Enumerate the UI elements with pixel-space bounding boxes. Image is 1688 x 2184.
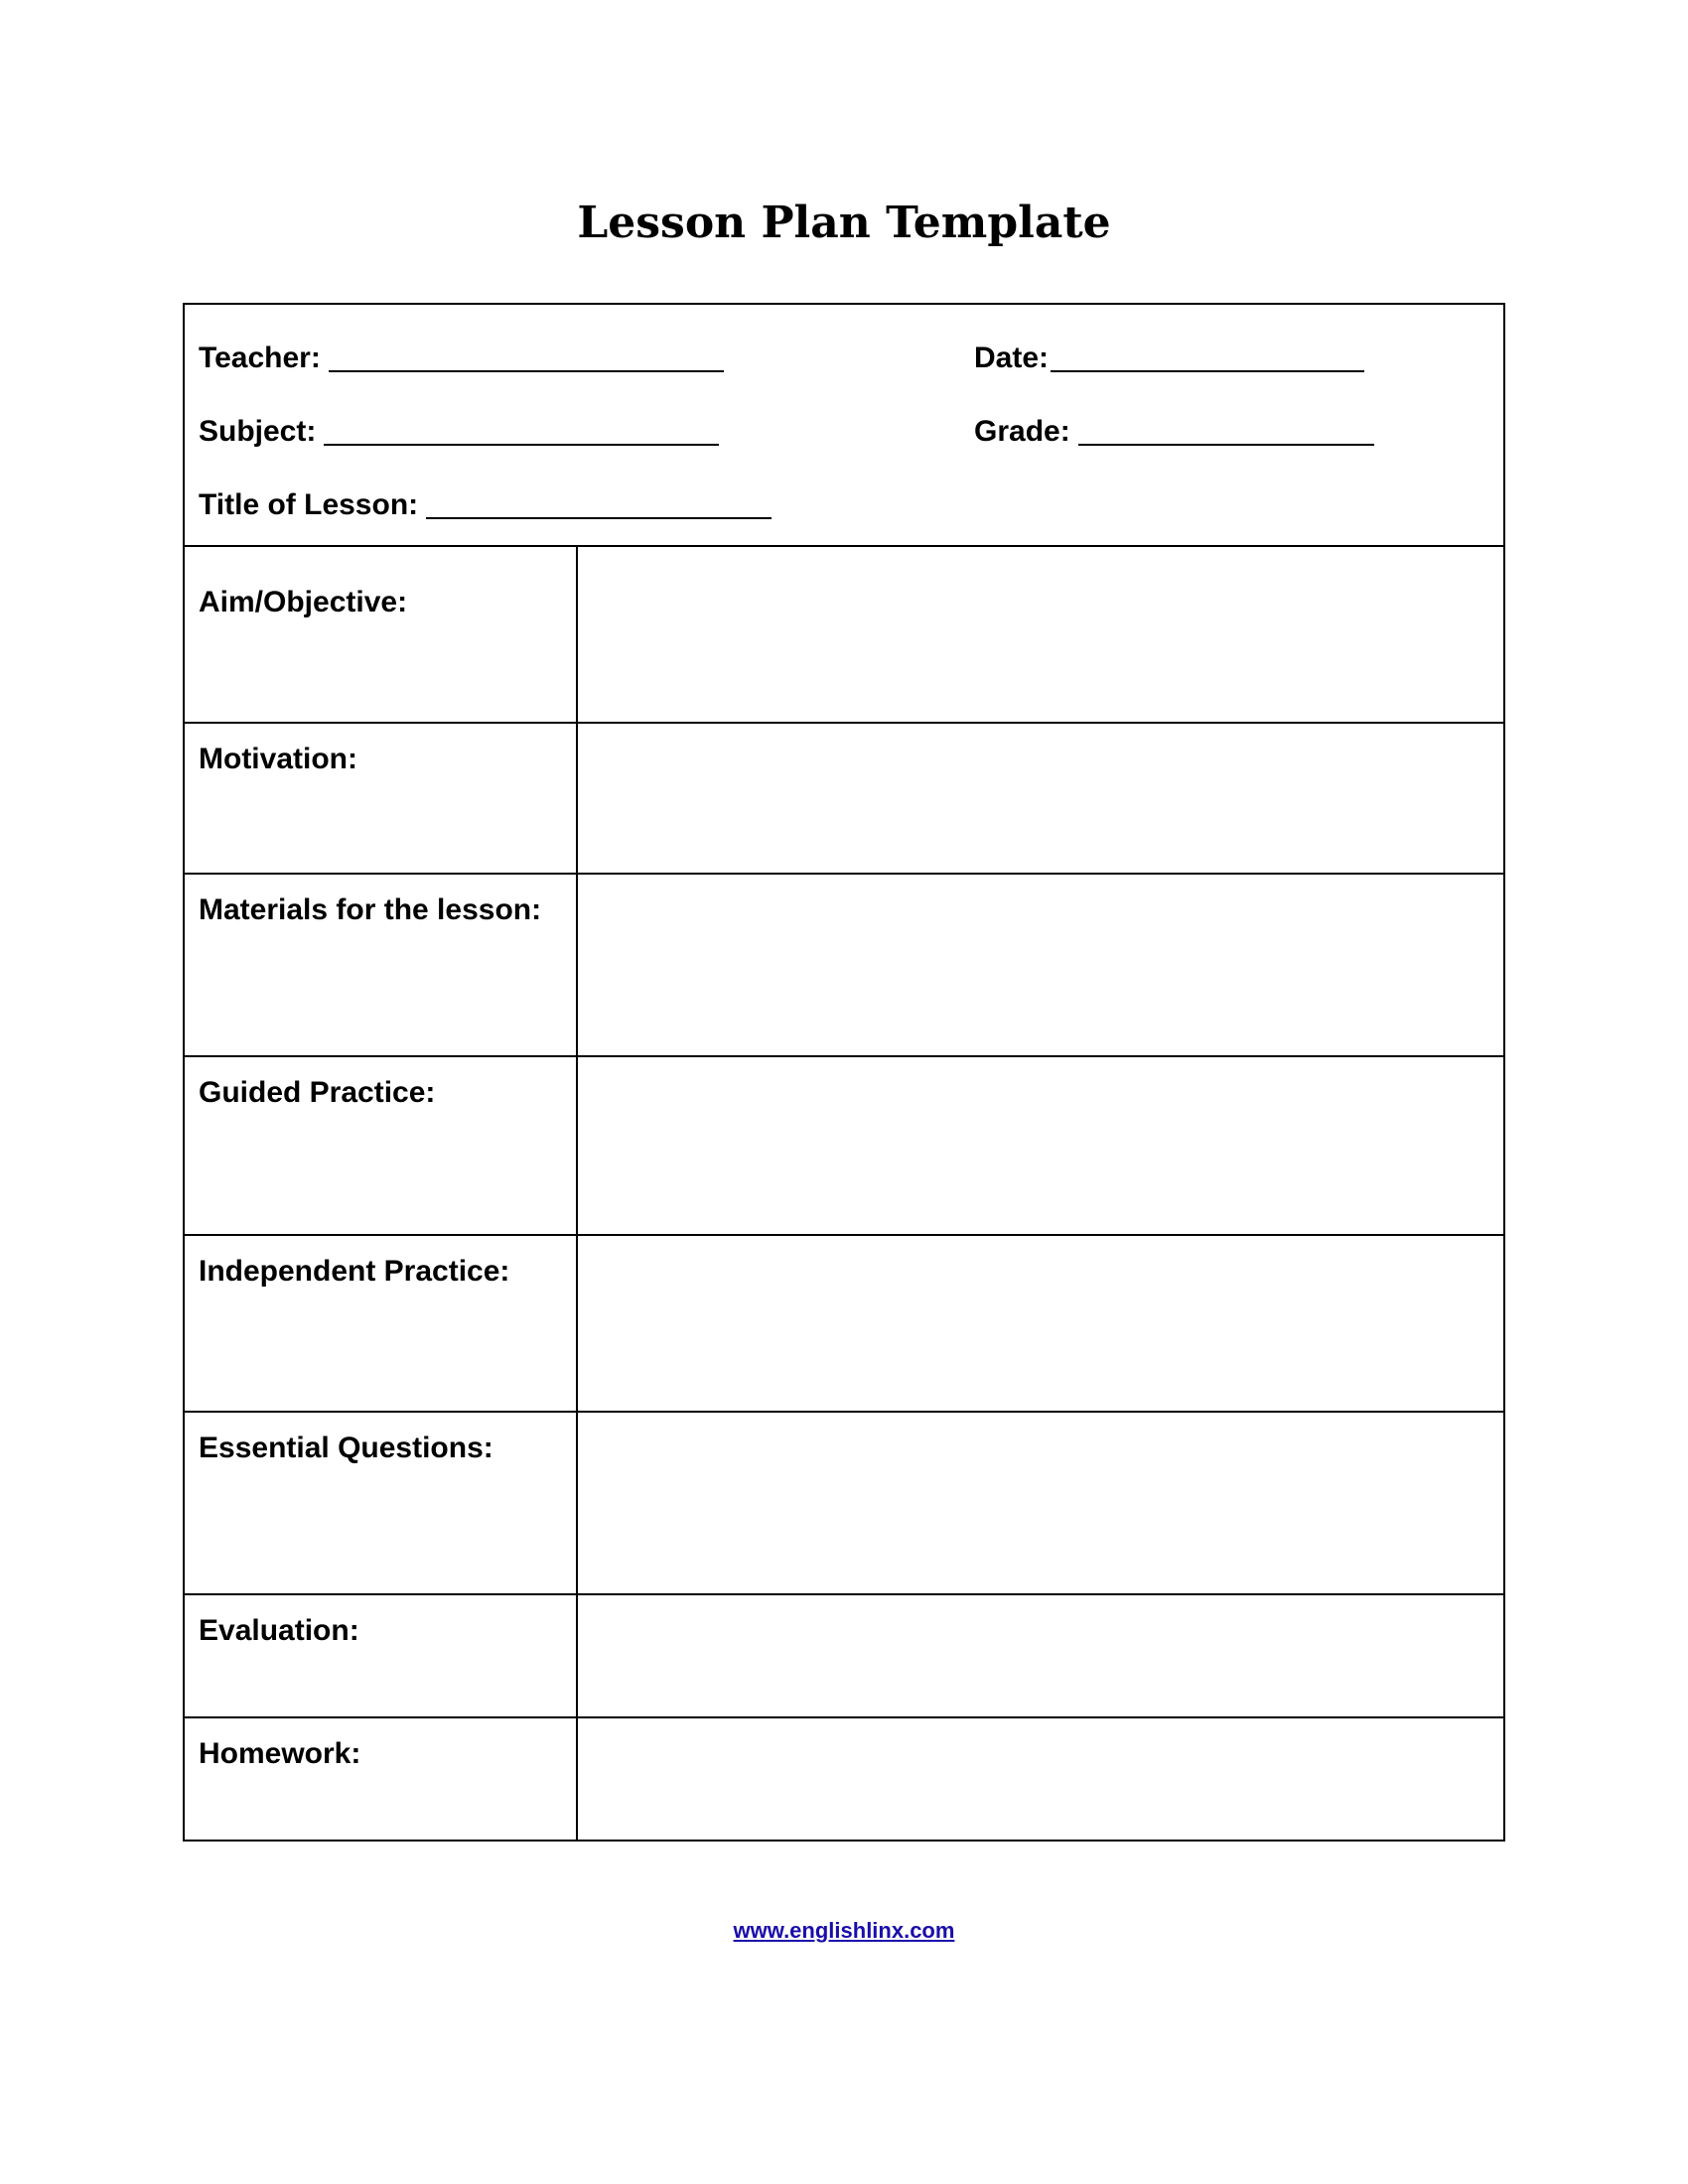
section-row-essential-questions <box>185 1413 1503 1595</box>
lesson-plan-form <box>183 303 1505 1842</box>
title-of-lesson-line[interactable] <box>426 489 772 519</box>
teacher-field <box>199 341 724 376</box>
section-value-materials[interactable] <box>578 875 1503 1055</box>
teacher-line[interactable] <box>329 342 724 372</box>
section-row-homework <box>185 1718 1503 1840</box>
section-label-evaluation: Evaluation: <box>185 1595 578 1716</box>
section-label-independent-practice: Independent Practice: <box>185 1236 578 1411</box>
section-label-materials: Materials for the lesson: <box>185 875 578 1055</box>
section-value-independent-practice[interactable] <box>578 1236 1503 1411</box>
title-of-lesson-field <box>199 487 772 523</box>
section-row-guided-practice <box>185 1057 1503 1236</box>
section-value-essential-questions[interactable] <box>578 1413 1503 1593</box>
header-fields <box>185 305 1503 547</box>
subject-line[interactable] <box>324 416 719 446</box>
section-value-aim-objective[interactable] <box>578 547 1503 722</box>
section-value-motivation[interactable] <box>578 724 1503 873</box>
grade-line[interactable] <box>1078 416 1374 446</box>
page-title: Lesson Plan Template <box>577 198 1111 248</box>
section-row-motivation <box>185 724 1503 875</box>
section-value-guided-practice[interactable] <box>578 1057 1503 1234</box>
title-of-lesson-label: Title of Lesson: <box>199 488 419 521</box>
date-line[interactable] <box>1051 342 1364 372</box>
section-row-evaluation <box>185 1595 1503 1718</box>
footer-link[interactable]: www.englishlinx.com <box>733 1918 955 1943</box>
section-label-guided-practice: Guided Practice: <box>185 1057 578 1234</box>
grade-field <box>974 414 1374 450</box>
subject-label: Subject: <box>199 415 317 448</box>
section-label-homework: Homework: <box>185 1718 578 1840</box>
section-row-aim-objective <box>185 547 1503 724</box>
date-field <box>974 341 1364 376</box>
section-row-materials <box>185 875 1503 1057</box>
subject-field <box>199 414 719 450</box>
section-value-evaluation[interactable] <box>578 1595 1503 1716</box>
section-row-independent-practice <box>185 1236 1503 1413</box>
section-label-aim-objective: Aim/Objective: <box>185 547 578 722</box>
footer <box>0 1916 1688 1946</box>
section-label-essential-questions: Essential Questions: <box>185 1413 578 1593</box>
grade-label: Grade: <box>974 415 1070 448</box>
section-value-homework[interactable] <box>578 1718 1503 1840</box>
teacher-label: Teacher: <box>199 341 321 374</box>
date-label: Date: <box>974 341 1050 374</box>
section-label-motivation: Motivation: <box>185 724 578 873</box>
